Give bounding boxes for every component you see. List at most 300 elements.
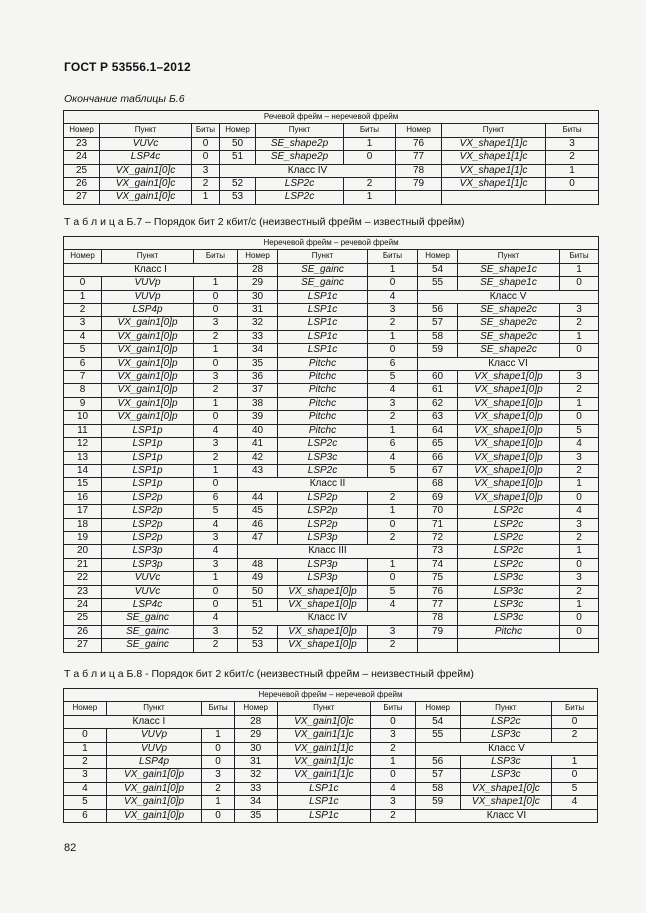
bits-cell: 2 (202, 782, 235, 795)
bits-cell: 1 (202, 729, 235, 742)
item-cell: SE_gainc (102, 625, 194, 638)
bits-cell: 0 (194, 357, 238, 370)
bits-cell: 4 (194, 424, 238, 437)
item-cell: LSP2p (102, 518, 194, 531)
table-row (64, 411, 599, 424)
table-row (64, 137, 599, 150)
bits-cell: 0 (560, 411, 599, 424)
bits-cell: 2 (194, 639, 238, 652)
number-cell: 38 (238, 397, 278, 410)
item-cell: LSP3c (458, 612, 560, 625)
item-cell: VX_shape1[0]p (458, 384, 560, 397)
number-cell: 58 (418, 330, 458, 343)
bits-cell: 2 (371, 742, 416, 755)
number-cell: 49 (238, 572, 278, 585)
table-row (64, 151, 599, 164)
number-cell: 28 (238, 263, 278, 276)
number-cell: 2 (64, 756, 107, 769)
item-cell: LSP1p (102, 438, 194, 451)
item-cell: VX_gain1[1]c (277, 756, 371, 769)
bits-cell: 3 (194, 371, 238, 384)
class-label-cell: Класс VI (418, 357, 599, 370)
bits-cell: 2 (546, 151, 599, 164)
bits-cell: 5 (560, 424, 599, 437)
number-cell: 78 (396, 164, 442, 177)
bits-cell (546, 191, 599, 204)
bits-cell: 5 (194, 505, 238, 518)
bits-cell: 0 (194, 304, 238, 317)
bits-cell: 2 (194, 330, 238, 343)
number-cell: 34 (234, 796, 277, 809)
bits-cell: 3 (560, 572, 599, 585)
table-row (64, 625, 599, 638)
number-cell: 56 (415, 756, 460, 769)
item-cell: LSP2c (458, 505, 560, 518)
bits-cell: 3 (194, 625, 238, 638)
bits-cell: 4 (194, 612, 238, 625)
number-cell: 48 (238, 558, 278, 571)
bits-cell: 0 (552, 769, 598, 782)
item-cell: VUVc (100, 137, 192, 150)
item-cell: LSP3c (278, 451, 368, 464)
bits-cell: 1 (546, 164, 599, 177)
column-header: Номер (234, 702, 277, 715)
item-cell: LSP1p (102, 464, 194, 477)
number-cell: 46 (238, 518, 278, 531)
number-cell: 27 (64, 191, 100, 204)
column-header: Пункт (256, 124, 344, 137)
item-cell: LSP4c (102, 598, 194, 611)
bits-cell: 1 (194, 344, 238, 357)
item-cell: LSP3p (102, 545, 194, 558)
number-cell: 71 (418, 518, 458, 531)
item-cell: VX_gain1[0]p (106, 809, 202, 822)
number-cell: 10 (64, 411, 102, 424)
number-cell: 39 (238, 411, 278, 424)
bits-cell: 1 (194, 464, 238, 477)
table-row (64, 585, 599, 598)
item-cell: VX_shape1[1]c (442, 137, 546, 150)
table-row (64, 397, 599, 410)
table-row (64, 809, 598, 822)
bits-cell: 3 (560, 371, 599, 384)
item-cell: LSP3c (460, 769, 552, 782)
item-cell: VX_gain1[1]c (277, 742, 371, 755)
number-cell: 29 (238, 277, 278, 290)
column-header: Биты (344, 124, 396, 137)
column-header: Пункт (460, 702, 552, 715)
number-cell: 18 (64, 518, 102, 531)
frame-header-row (64, 237, 599, 250)
item-cell: VUVc (102, 572, 194, 585)
bits-cell: 1 (368, 330, 418, 343)
column-header: Номер (238, 250, 278, 263)
item-cell: LSP2c (458, 558, 560, 571)
column-header: Пункт (458, 250, 560, 263)
number-cell: 6 (64, 809, 107, 822)
number-cell: 26 (64, 178, 100, 191)
bits-cell: 4 (194, 545, 238, 558)
bits-cell: 4 (368, 451, 418, 464)
bits-cell: 0 (368, 518, 418, 531)
number-cell: 63 (418, 411, 458, 424)
item-cell: Pitchc (278, 397, 368, 410)
bits-cell: 2 (344, 178, 396, 191)
number-cell: 77 (396, 151, 442, 164)
bits-cell: 3 (368, 625, 418, 638)
frame-header-row (64, 111, 599, 124)
bits-cell: 1 (552, 756, 598, 769)
bits-cell: 3 (560, 451, 599, 464)
item-cell: VX_shape1[0]p (278, 598, 368, 611)
item-cell: SE_shape2c (458, 344, 560, 357)
bits-cell: 2 (194, 451, 238, 464)
number-cell: 19 (64, 531, 102, 544)
item-cell: VX_shape1[0]p (458, 371, 560, 384)
bits-cell: 0 (368, 344, 418, 357)
number-cell: 43 (238, 464, 278, 477)
table-row (64, 191, 599, 204)
frame-header: Речевой фрейм – неречевой фрейм (64, 111, 599, 124)
item-cell: LSP2c (256, 178, 344, 191)
number-cell: 55 (418, 277, 458, 290)
item-cell: LSP1c (277, 809, 371, 822)
item-cell: SE_shape2c (458, 330, 560, 343)
bits-cell: 1 (344, 137, 396, 150)
column-header: Пункт (442, 124, 546, 137)
item-cell: VUVp (106, 742, 202, 755)
item-cell: SE_gainc (102, 612, 194, 625)
bits-cell: 1 (560, 478, 599, 491)
number-cell: 54 (418, 263, 458, 276)
number-cell: 79 (418, 625, 458, 638)
bits-cell: 0 (560, 277, 599, 290)
item-cell: LSP2p (278, 491, 368, 504)
class-label-cell: Класс IV (220, 164, 396, 177)
number-cell: 23 (64, 137, 100, 150)
item-cell: LSP1p (102, 478, 194, 491)
bits-cell: 2 (560, 464, 599, 477)
item-cell: LSP2p (278, 518, 368, 531)
column-header: Пункт (278, 250, 368, 263)
number-cell: 44 (238, 491, 278, 504)
number-cell: 3 (64, 317, 102, 330)
item-cell: LSP2c (278, 464, 368, 477)
number-cell: 58 (415, 782, 460, 795)
column-header: Номер (64, 124, 100, 137)
number-cell: 50 (238, 585, 278, 598)
item-cell: VX_gain1[0]p (106, 769, 202, 782)
bits-cell: 4 (560, 438, 599, 451)
number-cell: 20 (64, 545, 102, 558)
table-row (64, 505, 599, 518)
item-cell: VX_gain1[0]p (102, 411, 194, 424)
bits-cell: 2 (368, 531, 418, 544)
item-cell: VX_gain1[0]p (106, 782, 202, 795)
table-row (64, 277, 599, 290)
table-row (64, 384, 599, 397)
column-header: Пункт (100, 124, 192, 137)
item-cell: LSP3p (278, 558, 368, 571)
item-cell: VUVp (106, 729, 202, 742)
bits-cell: 6 (368, 438, 418, 451)
number-cell: 28 (234, 715, 277, 728)
number-cell: 5 (64, 796, 107, 809)
column-header: Биты (546, 124, 599, 137)
number-cell: 21 (64, 558, 102, 571)
bits-cell: 2 (560, 384, 599, 397)
bits-cell: 0 (371, 769, 416, 782)
item-cell: Pitchc (278, 371, 368, 384)
item-cell: LSP1c (277, 782, 371, 795)
item-cell: LSP1c (277, 796, 371, 809)
number-cell: 79 (396, 178, 442, 191)
number-cell: 62 (418, 397, 458, 410)
column-header: Номер (415, 702, 460, 715)
item-cell: Pitchc (278, 384, 368, 397)
bits-cell: 3 (194, 558, 238, 571)
bits-cell: 4 (560, 505, 599, 518)
bits-cell: 0 (194, 598, 238, 611)
bits-cell: 3 (560, 518, 599, 531)
table-row (64, 478, 599, 491)
bits-cell: 4 (368, 384, 418, 397)
item-cell: Pitchc (278, 357, 368, 370)
number-cell: 32 (238, 317, 278, 330)
item-cell: LSP1c (278, 317, 368, 330)
item-cell: Pitchc (458, 625, 560, 638)
number-cell: 5 (64, 344, 102, 357)
number-cell: 27 (64, 639, 102, 652)
number-cell: 36 (238, 371, 278, 384)
bits-cell: 1 (371, 756, 416, 769)
item-cell: LSP2p (102, 505, 194, 518)
number-cell: 24 (64, 598, 102, 611)
bits-cell: 5 (368, 371, 418, 384)
item-cell: LSP2c (278, 438, 368, 451)
table-row (64, 263, 599, 276)
item-cell: LSP1c (278, 330, 368, 343)
number-cell: 16 (64, 491, 102, 504)
item-cell: VX_gain1[0]c (100, 191, 192, 204)
number-cell: 30 (234, 742, 277, 755)
bits-cell: 6 (368, 357, 418, 370)
item-cell: VX_shape1[0]p (458, 438, 560, 451)
item-cell: VX_gain1[0]c (277, 715, 371, 728)
bits-cell: 2 (552, 729, 598, 742)
bits-cell: 0 (371, 715, 416, 728)
number-cell: 67 (418, 464, 458, 477)
bit-order-table-b8 (63, 688, 598, 823)
bits-cell: 6 (194, 491, 238, 504)
bits-cell: 0 (202, 742, 235, 755)
item-cell: VX_shape1[0]p (458, 397, 560, 410)
item-cell: LSP3p (102, 558, 194, 571)
bits-cell: 3 (202, 769, 235, 782)
table-row (64, 782, 598, 795)
bits-cell: 0 (194, 411, 238, 424)
bits-cell: 1 (368, 505, 418, 518)
table-row (64, 518, 599, 531)
number-cell: 57 (418, 317, 458, 330)
table-row (64, 756, 598, 769)
number-cell: 59 (415, 796, 460, 809)
class-label-cell: Класс V (418, 290, 599, 303)
bits-cell: 4 (368, 290, 418, 303)
table-row (64, 424, 599, 437)
item-cell: SE_gainc (278, 263, 368, 276)
bits-cell: 0 (202, 809, 235, 822)
number-cell: 2 (64, 304, 102, 317)
item-cell: VX_gain1[0]p (102, 330, 194, 343)
column-header: Биты (192, 124, 220, 137)
item-cell: LSP3c (458, 585, 560, 598)
number-cell: 50 (220, 137, 256, 150)
number-cell: 0 (64, 277, 102, 290)
column-header: Биты (560, 250, 599, 263)
frame-header: Неречевой фрейм – неречевой фрейм (64, 689, 598, 702)
table-caption-b7: Т а б л и ц а Б.7 – Порядок бит 2 кбит/с (неизвестный фрейм – известный фрейм) (64, 216, 465, 228)
table-row (64, 545, 599, 558)
number-cell: 30 (238, 290, 278, 303)
bits-cell: 3 (371, 729, 416, 742)
number-cell: 56 (418, 304, 458, 317)
bits-cell: 1 (194, 277, 238, 290)
table-row (64, 639, 599, 652)
item-cell: VX_gain1[0]p (102, 397, 194, 410)
number-cell: 76 (418, 585, 458, 598)
item-cell: VX_shape1[0]p (458, 478, 560, 491)
item-cell: VUVp (102, 290, 194, 303)
class-label-cell: Класс I (64, 715, 235, 728)
number-cell: 40 (238, 424, 278, 437)
number-cell: 14 (64, 464, 102, 477)
number-cell: 57 (415, 769, 460, 782)
number-cell: 53 (238, 639, 278, 652)
bits-cell: 5 (368, 464, 418, 477)
number-cell: 35 (234, 809, 277, 822)
bits-cell: 0 (560, 558, 599, 571)
number-cell: 35 (238, 357, 278, 370)
number-cell: 78 (418, 612, 458, 625)
number-cell: 0 (64, 729, 107, 742)
class-label-cell: Класс III (238, 545, 418, 558)
bits-cell: 1 (560, 598, 599, 611)
bits-cell: 0 (192, 137, 220, 150)
bits-cell: 4 (552, 796, 598, 809)
bits-cell: 3 (368, 397, 418, 410)
item-cell: VX_shape1[1]c (442, 151, 546, 164)
item-cell: LSP2p (278, 505, 368, 518)
table-caption-b8: Т а б л и ц а Б.8 - Порядок бит 2 кбит/с (неизвестный фрейм – неизвестный фрейм) (64, 668, 474, 680)
table-row (64, 371, 599, 384)
bits-cell: 2 (560, 531, 599, 544)
number-cell: 1 (64, 742, 107, 755)
class-label-cell: Класс VI (415, 809, 597, 822)
number-cell: 1 (64, 290, 102, 303)
item-cell: SE_shape1c (458, 277, 560, 290)
column-header: Пункт (102, 250, 194, 263)
item-cell: VX_gain1[0]p (102, 317, 194, 330)
number-cell: 31 (238, 304, 278, 317)
item-cell: LSP2c (460, 715, 552, 728)
column-header-row (64, 702, 598, 715)
number-cell: 33 (238, 330, 278, 343)
item-cell: VX_shape1[0]p (458, 451, 560, 464)
bits-cell: 2 (368, 411, 418, 424)
bits-cell: 1 (368, 424, 418, 437)
number-cell: 37 (238, 384, 278, 397)
number-cell: 24 (64, 151, 100, 164)
table-row (64, 531, 599, 544)
number-cell: 7 (64, 371, 102, 384)
number-cell: 51 (238, 598, 278, 611)
item-cell: SE_gainc (102, 639, 194, 652)
bits-cell: 2 (560, 317, 599, 330)
column-header: Биты (194, 250, 238, 263)
item-cell: LSP1c (278, 344, 368, 357)
bits-cell: 1 (202, 796, 235, 809)
class-label-cell: Класс I (64, 263, 238, 276)
column-header: Номер (64, 702, 107, 715)
table-row (64, 451, 599, 464)
item-cell: LSP1p (102, 424, 194, 437)
bits-cell: 4 (368, 598, 418, 611)
bits-cell: 0 (194, 290, 238, 303)
bit-order-table-b6-end (63, 110, 599, 205)
item-cell: VX_gain1[1]c (277, 769, 371, 782)
column-header-row (64, 250, 599, 263)
page-header: ГОСТ Р 53556.1–2012 (64, 60, 191, 74)
bits-cell: 2 (194, 384, 238, 397)
number-cell: 75 (418, 572, 458, 585)
item-cell: VX_shape1[0]p (278, 585, 368, 598)
item-cell: LSP4c (100, 151, 192, 164)
table-row (64, 558, 599, 571)
item-cell: VX_shape1[0]p (458, 464, 560, 477)
bits-cell: 3 (194, 531, 238, 544)
table-row (64, 742, 598, 755)
bits-cell: 0 (194, 585, 238, 598)
number-cell: 23 (64, 585, 102, 598)
frame-header-row (64, 689, 598, 702)
bits-cell: 0 (560, 344, 599, 357)
bits-cell (560, 639, 599, 652)
frame-header: Неречевой фрейм – речевой фрейм (64, 237, 599, 250)
number-cell: 22 (64, 572, 102, 585)
number-cell: 65 (418, 438, 458, 451)
number-cell: 69 (418, 491, 458, 504)
number-cell: 74 (418, 558, 458, 571)
table-row (64, 317, 599, 330)
number-cell: 77 (418, 598, 458, 611)
number-cell: 17 (64, 505, 102, 518)
number-cell: 70 (418, 505, 458, 518)
item-cell: LSP3p (278, 572, 368, 585)
number-cell: 29 (234, 729, 277, 742)
number-cell: 52 (220, 178, 256, 191)
column-header-row (64, 124, 599, 137)
column-header: Биты (368, 250, 418, 263)
table-row (64, 344, 599, 357)
item-cell: VX_shape1[0]p (278, 639, 368, 652)
bits-cell: 0 (194, 478, 238, 491)
bits-cell: 3 (371, 796, 416, 809)
number-cell: 25 (64, 164, 100, 177)
number-cell: 53 (220, 191, 256, 204)
item-cell: VX_shape1[0]c (460, 796, 552, 809)
table-row (64, 491, 599, 504)
